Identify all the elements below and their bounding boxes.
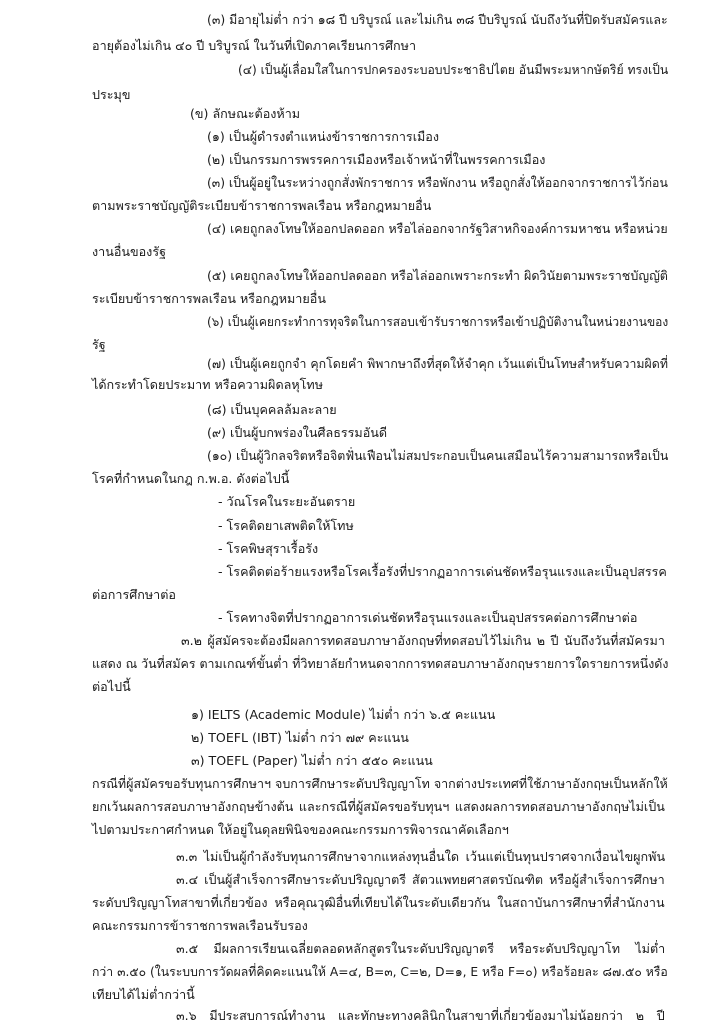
text-line: เทียบได้ไม่ต่ำกว่านี้ <box>92 987 195 1002</box>
text-line: กรณีที่ผู้สมัครขอรับทุนการศึกษาฯ จบการศึกษาระดับปริญญาโท จากต่างประเทศที่ใช้ภาษาอังกฤษเป็นหลักให้ <box>92 776 668 791</box>
text-line: ตามพระราชบัญญัติระเบียบข้าราชการพลเรือน หรือกฎหมายอื่น <box>92 198 432 213</box>
text-line: - โรคติดยาเสพติดให้โทษ <box>218 518 354 533</box>
text-line: แสดง ณ วันที่สมัคร ตามเกณฑ์ขั้นต่ำ ที่วิทยาลัยกำหนดจากการทดสอบภาษาอังกฤษรายการใดรายการหนึ่งดัง <box>92 656 669 671</box>
text-line: อายุต้องไม่เกิน ๔๐ ปี บริบูรณ์ ในวันที่เปิดภาคเรียนการศึกษา <box>92 38 417 53</box>
text-line: (ข) ลักษณะต้องห้าม <box>190 106 301 121</box>
text-line: ๓.๓ ไม่เป็นผู้กำลังรับทุนการศึกษาจากแหล่งทุนอื่นใด เว้นแต่เป็นทุนปราศจากเงื่อนไขผูกพัน <box>176 849 666 864</box>
text-line: - โรคพิษสุราเรื้อรัง <box>218 541 319 556</box>
text-line: งานอื่นของรัฐ <box>92 244 167 259</box>
text-line: (๘) เป็นบุคคลล้มละลาย <box>207 402 337 417</box>
text-line: ระเบียบข้าราชการพลเรือน หรือกฎหมายอื่น <box>92 291 326 306</box>
text-line: ๒) TOEFL (IBT) ไม่ต่ำ กว่า ๗๙ คะแนน <box>191 730 409 745</box>
text-line: โรคที่กำหนดในกฎ ก.พ.อ. ดังต่อไปนี้ <box>92 471 290 486</box>
text-line: กว่า ๓.๕๐ (ในระบบการวัดผลที่คิดคะแนนให้ A=๔, B=๓, C=๒, D=๑, E หรือ F=๐) หรือร้อยละ ๘๗.๕๐ หรือ <box>92 964 668 979</box>
text-line: (๕) เคยถูกลงโทษให้ออกปลดออก หรือไล่ออกเพราะกระทำ ผิดวินัยตามพระราชบัญญัติ <box>207 268 668 283</box>
text-line: (๗) เป็นผู้เคยถูกจำ คุกโดยคำ พิพากษาถึงที่สุดให้จำคุก เว้นแต่เป็นโทษสำหรับความผิดที่ <box>207 356 668 371</box>
text-line: ๓.๕ มีผลการเรียนเฉลี่ยตลอดหลักสูตรในระดับปริญญาตรี หรือระดับปริญญาโท ไม่ต่ำ <box>176 941 666 956</box>
text-line: (๓) เป็นผู้อยู่ในระหว่างถูกสั่งพักราชการ หรือพักงาน หรือถูกสั่งให้ออกจากราชการไว้ก่อน <box>207 175 668 190</box>
text-line: ๑) IELTS (Academic Module) ไม่ต่ำ กว่า ๖.๕ คะแนน <box>191 707 496 722</box>
text-line: ๓) TOEFL (Paper) ไม่ต่ำ กว่า ๕๕๐ คะแนน <box>191 753 433 768</box>
text-line: ยกเว้นผลการสอบภาษาอังกฤษข้างต้น และกรณีที่ผู้สมัครขอรับทุนฯ แสดงผลการทดสอบภาษาอังกฤษไม่เป็น <box>92 799 665 814</box>
text-line: คณะกรรมการข้าราชการพลเรือนรับรอง <box>92 918 308 933</box>
text-line: - โรคทางจิตที่ปรากฏอาการเด่นชัดหรือรุนแรงและเป็นอุปสรรคต่อการศึกษาต่อ <box>218 610 638 625</box>
text-line: ๓.๒ ผู้สมัครจะต้องมีผลการทดสอบภาษาอังกฤษที่ทดสอบไว้ไม่เกิน ๒ ปี นับถึงวันที่สมัครมา <box>181 633 665 648</box>
text-line: (๑) เป็นผู้ดำรงตำแหน่งข้าราชการการเมือง <box>207 129 440 144</box>
text-line: ไปตามประกาศกำหนด ให้อยู่ในดุลยพินิจของคณะกรรมการพิจารณาคัดเลือกฯ <box>92 822 509 837</box>
text-line: ๓.๔ เป็นผู้สำเร็จการศึกษาระดับปริญญาตรี สัตวแพทยศาสตรบัณฑิต หรือผู้สำเร็จการศึกษา <box>176 872 665 887</box>
text-line: - โรคติดต่อร้ายแรงหรือโรคเรื้อรังที่ปรากฏอาการเด่นชัดหรือรุนแรงและเป็นอุปสรรค <box>218 564 667 579</box>
text-line: (๑๐) เป็นผู้วิกลจริตหรือจิตฟั่นเฟือนไม่สมประกอบเป็นคนเสมือนไร้ความสามารถหรือเป็น <box>207 448 669 463</box>
text-line: (๓) มีอายุไม่ต่ำ กว่า ๑๘ ปี บริบูรณ์ และไม่เกิน ๓๘ ปีบริบูรณ์ นับถึงวันที่ปิดรับสมัครและ <box>207 12 668 27</box>
text-line: - วัณโรคในระยะอันตราย <box>218 494 356 509</box>
text-line: ระดับปริญญาโทสาขาที่เกี่ยวข้อง หรือคุณวุฒิอื่นที่เทียบได้ในระดับเดียวกัน ในสถาบันการศึกษาที่สำนักงาน <box>92 895 665 910</box>
text-line: ต่อการศึกษาต่อ <box>92 587 176 602</box>
text-line: (๔) เป็นผู้เลื่อมใสในการปกครองระบอบประชาธิปไตย อันมีพระมหากษัตริย์ ทรงเป็น <box>238 62 669 77</box>
text-line: (๙) เป็นผู้บกพร่องในศีลธรรมอันดี <box>207 425 388 440</box>
text-line: (๒) เป็นกรรมการพรรคการเมืองหรือเจ้าหน้าที่ในพรรคการเมือง <box>207 152 546 167</box>
text-line: ได้กระทำโดยประมาท หรือความผิดลหุโทษ <box>92 377 324 392</box>
text-line: รัฐ <box>92 337 106 352</box>
text-line: ประมุข <box>92 87 131 102</box>
text-line: (๖) เป็นผู้เคยกระทำการทุจริตในการสอบเข้ารับราชการหรือเข้าปฏิบัติงานในหน่วยงานของ <box>207 314 669 329</box>
text-line: (๔) เคยถูกลงโทษให้ออกปลดออก หรือไล่ออกจากรัฐวิสาหกิจองค์การมหาชน หรือหน่วย <box>207 221 668 236</box>
text-line: ๓.๖ มีประสบการณ์ทำงาน และทักษะทางคลินิกในสาขาที่เกี่ยวข้องมาไม่น้อยกว่า ๒ ปี <box>176 1008 665 1023</box>
text-line: ต่อไปนี้ <box>92 679 131 694</box>
